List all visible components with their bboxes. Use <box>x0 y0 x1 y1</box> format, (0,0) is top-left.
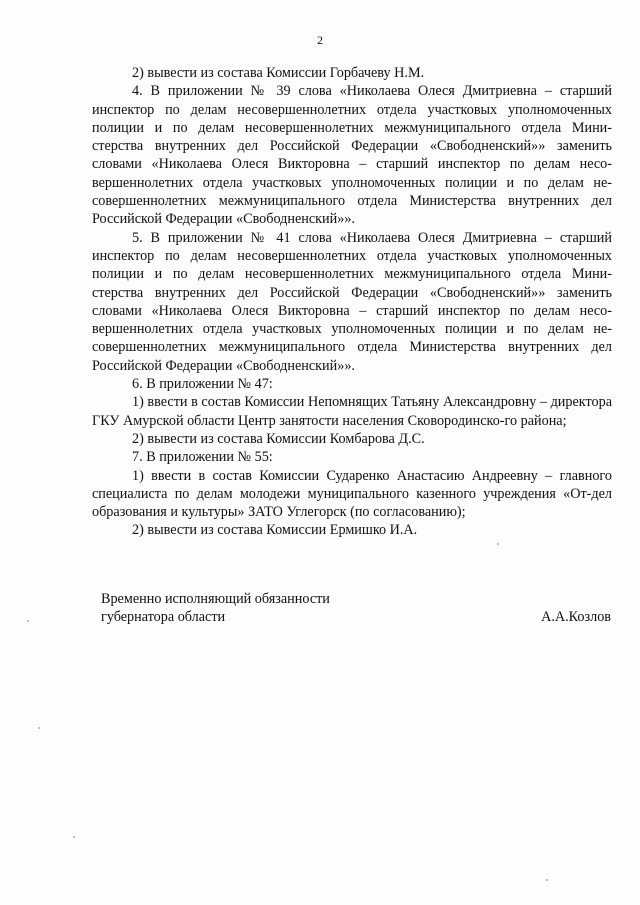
scan-speck <box>546 879 548 881</box>
text-line: полиции и по делам несовершеннолетних межмуниципального отдела Мини- <box>92 119 612 136</box>
text-line: 5. В приложении № 41 слова «Николаева Олеся Дмитриевна – старший <box>132 229 612 246</box>
text-line: 2) вывести из состава Комиссии Горбачеву Н.М. <box>132 65 425 81</box>
scan-speck <box>27 620 29 622</box>
paragraph-item-7-remove <box>92 521 612 539</box>
text-line: инспектор по делам несовершеннолетних отдела участковых уполномоченных <box>92 101 612 118</box>
signature-title-line-1: Временно исполняющий обязанности <box>101 591 330 607</box>
text-line: Российской Федерации «Свободненский»». <box>92 357 355 374</box>
text-line: специалиста по делам молодежи муниципального казенного учреждения «От- <box>92 485 592 502</box>
signature-title-line-2: губернатора области <box>101 609 226 626</box>
text-line: стерства внутренних дел Российской Федерации «Свободненский»» заменить <box>92 284 612 301</box>
text-line: словами «Николаева Олеся Викторовна – старший инспектор по делам несо- <box>92 156 612 173</box>
text-line: инспектор по делам несовершеннолетних отдела участковых уполномоченных <box>92 247 612 264</box>
text-line: го района; <box>504 412 567 429</box>
text-line: Российской Федерации «Свободненский»». <box>92 211 355 228</box>
text-line: директора ГКУ Амурской области Центр занятости населения Сковородинско- <box>92 394 612 429</box>
text-line: 2) вывести из состава Комиссии Комбарова Д.С. <box>132 430 425 447</box>
text-line: 6. В приложении № 47: <box>132 376 273 393</box>
text-line: полиции и по делам несовершеннолетних межмуниципального отдела Мини- <box>92 266 612 283</box>
signature-row <box>101 608 611 626</box>
paragraph-item-4 <box>92 82 612 228</box>
paragraph-remove-gorbacheva <box>92 64 612 82</box>
paragraph-item-7-add <box>92 467 612 522</box>
paragraph-item-6-add <box>92 393 612 430</box>
text-line: 4. В приложении № 39 слова «Николаева Олеся Дмитриевна – старший <box>132 83 612 100</box>
text-line: дел образования и культуры» ЗАТО Углегорск (по согласованию); <box>92 485 612 521</box>
paragraph-item-6-remove <box>92 430 612 448</box>
text-line: словами «Николаева Олеся Викторовна – старший инспектор по делам несо- <box>92 302 612 319</box>
paragraph-item-7 <box>92 448 612 466</box>
text-line: совершеннолетних межмуниципального отдела Министерства внутренних дел <box>92 339 612 356</box>
scan-speck <box>497 543 499 545</box>
page-number: 2 <box>317 33 323 47</box>
signature-name: А.А.Козлов <box>541 609 611 626</box>
paragraph-item-5 <box>92 229 612 375</box>
text-line: 7. В приложении № 55: <box>132 449 273 466</box>
text-line: вершеннолетних отдела участковых уполномоченных полиции и по делам не- <box>92 174 612 191</box>
document-body <box>92 64 612 540</box>
scan-speck <box>73 836 75 838</box>
text-line: 1) ввести в состав Комиссии Сударенко Анастасию Андреевну – главного <box>132 467 612 484</box>
text-line: стерства внутренних дел Российской Федерации «Свободненский»» заменить <box>92 138 612 155</box>
scan-speck <box>38 727 40 729</box>
paragraph-item-6 <box>92 375 612 393</box>
text-line: вершеннолетних отдела участковых уполномоченных полиции и по делам не- <box>92 321 612 338</box>
text-line: совершеннолетних межмуниципального отдела Министерства внутренних дел <box>92 193 612 210</box>
signature-block <box>101 590 611 627</box>
text-line: 2) вывести из состава Комиссии Ермишко И.А. <box>132 522 418 539</box>
text-line: 1) ввести в состав Комиссии Непомнящих Татьяну Александровну – <box>132 394 547 411</box>
